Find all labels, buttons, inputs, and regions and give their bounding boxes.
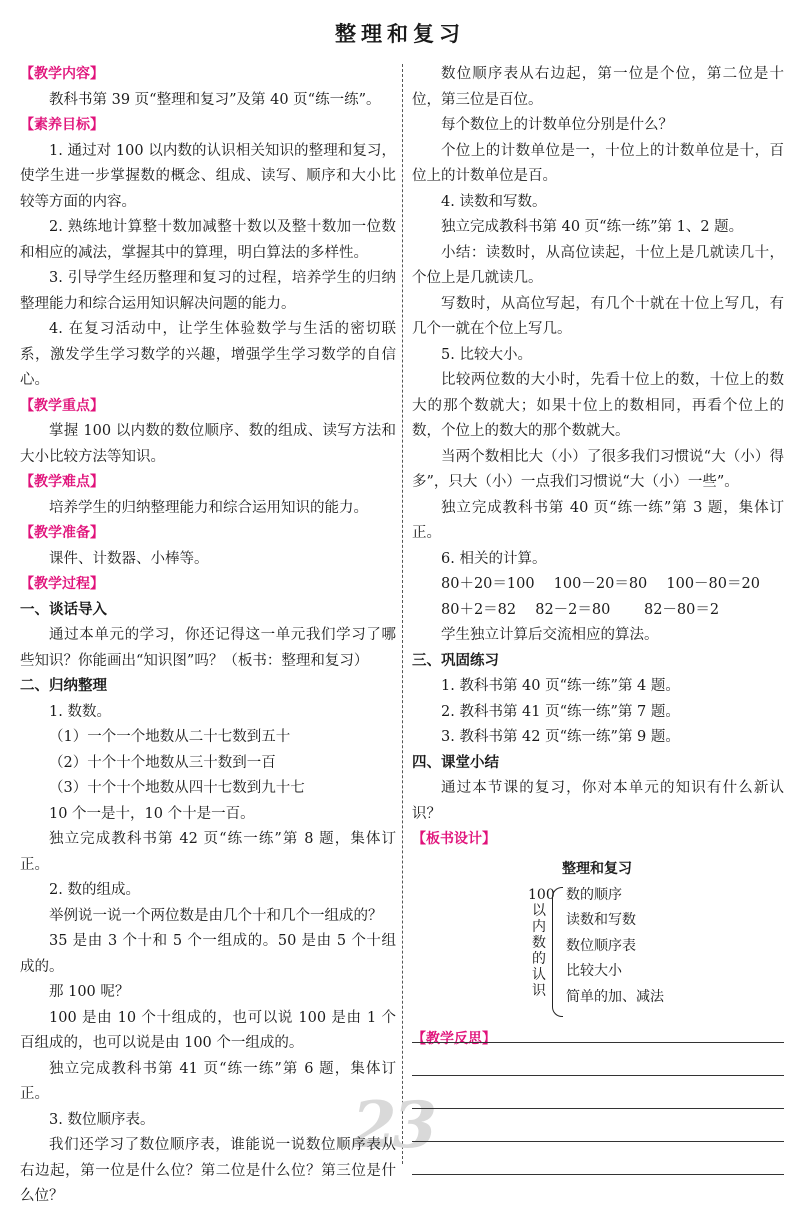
writing-line — [412, 1043, 784, 1076]
section-tag-goals: 【素养目标】 — [20, 117, 104, 133]
paragraph: 举例说一说一个两位数是由几个十和几个一组成的？ — [49, 907, 383, 924]
reflection-lines — [412, 1010, 784, 1175]
board-topic-char: 的 — [532, 950, 546, 967]
paragraph: 6. 相关的计算。 — [441, 550, 547, 567]
paragraph: 独立完成教科书第 40 页“练一练”第 1、2 题。 — [441, 219, 744, 235]
writing-line — [412, 1109, 784, 1142]
writing-line — [412, 1142, 784, 1175]
left-column — [20, 62, 396, 1210]
section-heading-recap: 四、课堂小结 — [412, 754, 499, 771]
board-topic-char: 识 — [532, 982, 546, 999]
goal-item: 2. 熟练地计算整十数加减整十数以及整十数加一位数和相应的减法，掌握其中的算理，明白算法的多样性。 — [20, 219, 396, 261]
content-text: 教科书第 39 页“整理和复习”及第 40 页“练一练”。 — [49, 91, 381, 108]
difficult-text: 培养学生的归纳整理能力和综合运用知识的能力。 — [49, 499, 368, 516]
brace-icon — [552, 887, 563, 1017]
section-tag-difficult: 【教学难点】 — [20, 474, 104, 490]
paragraph: 写数时，从高位写起，有几个十就在十位上写几，有几个一就在个位上写几。 — [412, 295, 784, 337]
writing-line — [412, 1076, 784, 1109]
paragraph: 我们还学习了数位顺序表，谁能说一说数位顺序表从右边起，第一位是什么位？第二位是什么位？第三位是什么位？ — [20, 1137, 396, 1204]
key-text: 掌握 100 以内数的数位顺序、数的组成、读写方法和大小比较方法等知识。 — [20, 423, 396, 465]
recap-text: 通过本节课的复习，你对本单元的知识有什么新认识？ — [412, 780, 784, 822]
board-item: 简单的加、减法 — [566, 988, 664, 1005]
section-heading-practice: 三、巩固练习 — [412, 652, 499, 669]
paragraph: 数位顺序表从右边起，第一位是个位，第二位是十位，第三位是百位。 — [412, 66, 784, 108]
section-tag-content: 【教学内容】 — [20, 66, 104, 82]
section-tag-reflect: 【教学反思】 — [412, 1030, 496, 1047]
paragraph: 比较两位数的大小时，先看十位上的数，十位上的数大的那个数就大；如果十位上的数相同，再看个位上的数，个位上的数大的那个数就大。 — [412, 372, 784, 439]
prep-text: 课件、计数器、小棒等。 — [49, 550, 209, 567]
exercise-item: 2. 教科书第 41 页“练一练”第 7 题。 — [441, 703, 680, 720]
equation-line: 80＋2＝82 82－2＝80 82－80＝2 — [441, 601, 720, 618]
paragraph: 小结：读数时，从高位读起，十位上是几就读几十，个位上是几就读几。 — [412, 244, 784, 286]
board-topic-char: 数 — [532, 934, 546, 951]
paragraph: 当两个数相比大（小）了很多我们习惯说“大（小）得多”，只大（小）一点我们习惯说“大（小）一些”。 — [412, 448, 784, 490]
board-item: 比较大小 — [566, 963, 622, 979]
paragraph: 10 个一是十，10 个十是一百。 — [49, 805, 255, 822]
paragraph: 每个数位上的计数单位分别是什么？ — [441, 117, 673, 133]
paragraph: （3）十个十个地数从四十七数到九十七 — [49, 780, 305, 796]
paragraph: 独立完成教科书第 40 页“练一练”第 3 题，集体订正。 — [412, 499, 784, 541]
goal-item: 1. 通过对 100 以内数的认识相关知识的整理和复习，使学生进一步掌握数的概念、组成、读写、顺序和大小比较等方面的内容。 — [20, 142, 396, 210]
equation-line: 80＋20＝100 100－20＝80 100－80＝20 — [441, 576, 760, 592]
section-tag-prep: 【教学准备】 — [20, 525, 104, 541]
paragraph: 3. 数位顺序表。 — [49, 1111, 155, 1128]
paragraph: 4. 读数和写数。 — [441, 193, 547, 210]
board-topic-char: 内 — [532, 918, 546, 935]
column-divider — [402, 64, 403, 1164]
paragraph: 独立完成教科书第 42 页“练一练”第 8 题，集体订正。 — [20, 831, 396, 873]
paragraph: 5. 比较大小。 — [441, 346, 532, 363]
board-item: 数位顺序表 — [566, 937, 636, 954]
board-item: 读数和写数 — [566, 912, 636, 928]
exercise-item: 1. 教科书第 40 页“练一练”第 4 题。 — [441, 678, 680, 694]
board-items — [566, 883, 664, 1011]
board-title: 整理和复习 — [562, 860, 632, 877]
board-topic-char: 100 — [528, 886, 555, 903]
board-topic-char: 以 — [532, 902, 546, 919]
writing-line — [412, 1010, 784, 1043]
page-title: 整理和复习 — [335, 22, 465, 46]
board-topic-char: 认 — [532, 966, 546, 983]
section-tag-board: 【板书设计】 — [412, 831, 496, 847]
paragraph: 学生独立计算后交流相应的算法。 — [441, 627, 659, 643]
right-column — [412, 62, 784, 1052]
intro-text: 通过本单元的学习，你还记得这一单元我们学习了哪些知识？你能画出“知识图”吗？（板书：整理和复习） — [20, 627, 396, 669]
paragraph: （1）一个一个地数从二十七数到五十 — [49, 729, 291, 745]
section-tag-key: 【教学重点】 — [20, 397, 104, 414]
section-heading-summary: 二、归纳整理 — [20, 678, 107, 694]
paragraph: 1. 数数。 — [49, 703, 111, 720]
paragraph: 独立完成教科书第 41 页“练一练”第 6 题，集体订正。 — [20, 1060, 396, 1102]
goal-item: 4. 在复习活动中，让学生体验数学与生活的密切联系，激发学生学习数学的兴趣，增强学生学习数学的自信心。 — [20, 321, 396, 388]
goal-item: 3. 引导学生经历整理和复习的过程，培养学生的归纳整理能力和综合运用知识解决问题的能力。 — [20, 270, 396, 312]
board-item: 数的顺序 — [566, 886, 622, 903]
paragraph: 35 是由 3 个十和 5 个一组成的。50 是由 5 个十组成的。 — [20, 933, 396, 975]
board-design — [412, 857, 784, 1027]
paragraph: 100 是由 10 个十组成的，也可以说 100 是由 1 个百组成的，也可以说是由 100 个一组成的。 — [20, 1009, 396, 1051]
paragraph: 那 100 呢？ — [49, 984, 130, 1000]
section-tag-process: 【教学过程】 — [20, 576, 104, 592]
page-number: 23 — [352, 1088, 434, 1163]
board-topic — [528, 886, 555, 999]
paragraph: 个位上的计数单位是一，十位上的计数单位是十，百位上的计数单位是百。 — [412, 142, 784, 184]
paragraph: （2）十个十个地数从三十数到一百 — [49, 754, 276, 771]
paragraph: 2. 数的组成。 — [49, 882, 140, 898]
exercise-item: 3. 教科书第 42 页“练一练”第 9 题。 — [441, 729, 680, 745]
section-heading-intro: 一、谈话导入 — [20, 601, 107, 618]
